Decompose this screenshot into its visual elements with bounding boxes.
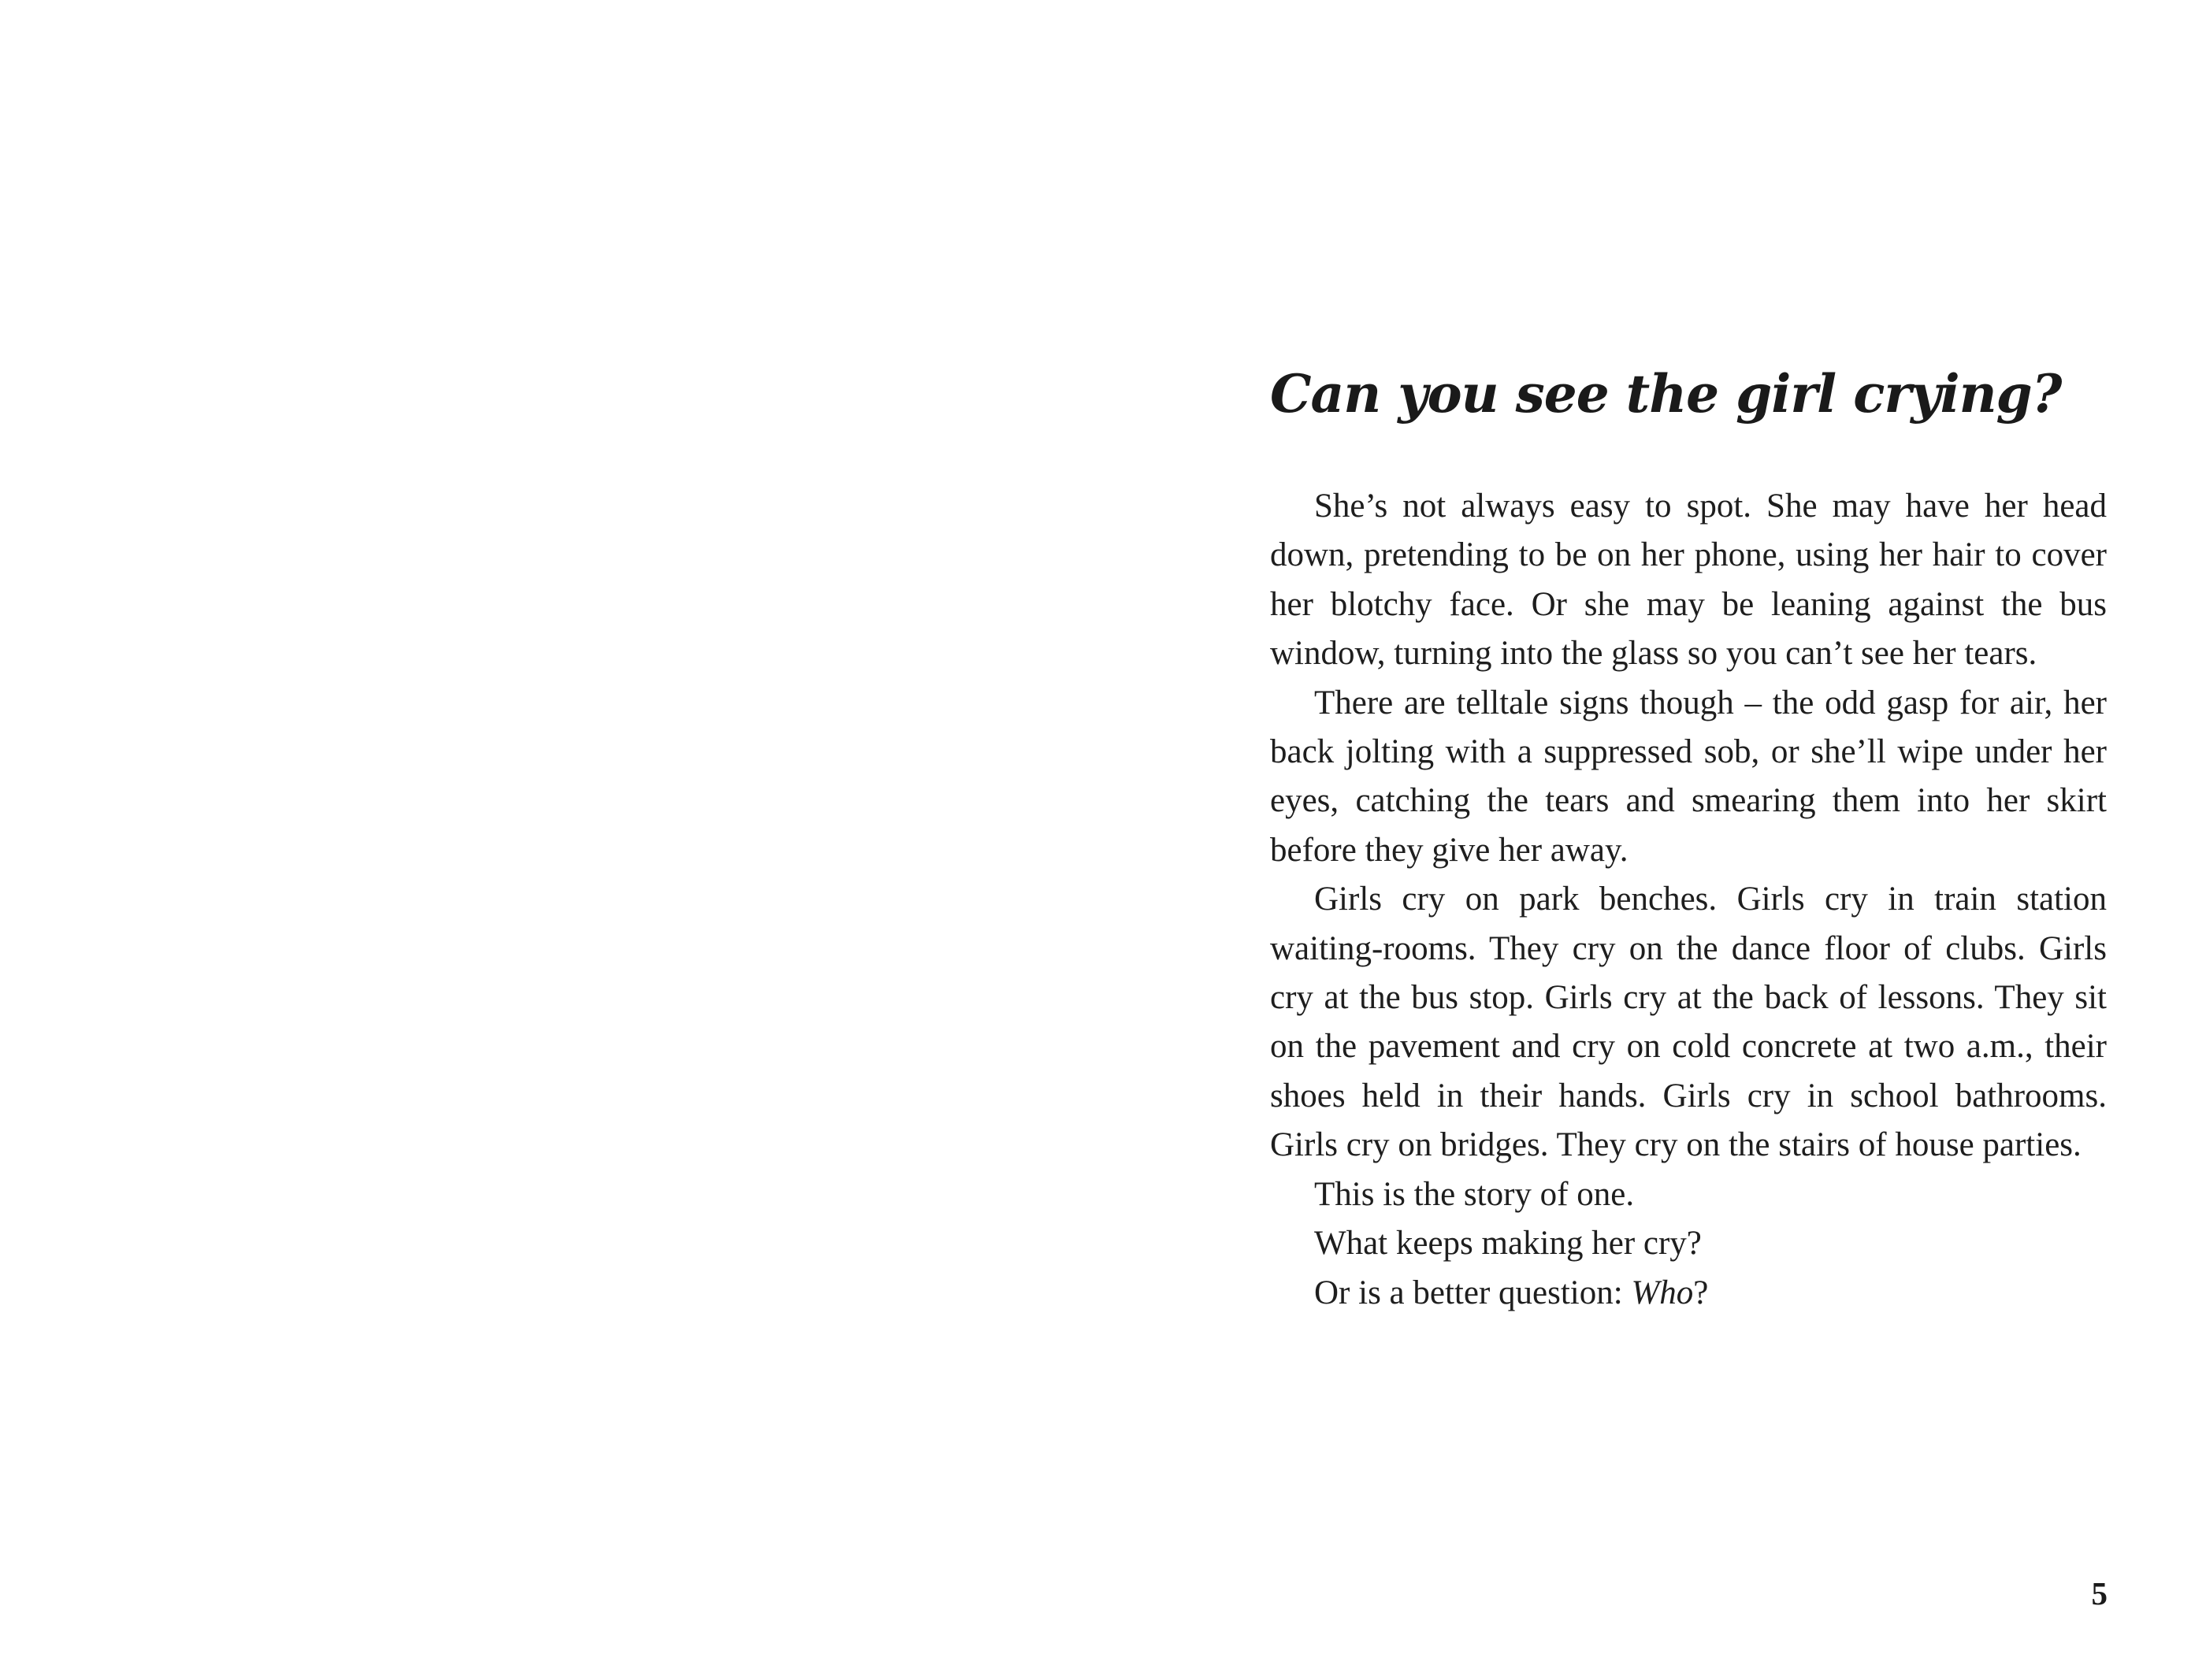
paragraph: This is the story of one. xyxy=(1314,1175,1635,1213)
paragraph: Girls cry on park benches. Girls cry in train station waiting-rooms. They cry on the dance floor of clubs. Girls cry at the bus stop. Girls cry at the back of lessons. They sit on the pavement and cry on cold concrete at two a.m., their shoes held in their hands. Girls cry in school bathrooms. Girls cry on bridges. They cry on the stairs of house parties. xyxy=(1270,881,2107,1164)
closing-paragraph xyxy=(1270,1269,2107,1318)
chapter-body xyxy=(1270,482,2107,1318)
closing-prefix: Or is a better question: xyxy=(1314,1274,1632,1311)
paragraph: She’s not always easy to spot. She may have her head down, pretending to be on her phone, using her hair to cover her blotchy face. Or she may be leaning against the bus window, turning into the glass so you can’t see her tears. xyxy=(1270,488,2107,673)
chapter-title: Can you see the girl crying? xyxy=(1270,363,2062,425)
paragraph: There are telltale signs though – the odd gasp for air, her back jolting with a suppressed sob, or she’ll wipe under her eyes, catching the tears and smearing them into her skirt before they give her away. xyxy=(1270,684,2107,869)
closing-suffix: ? xyxy=(1693,1274,1709,1311)
right-page xyxy=(1103,0,2206,1680)
paragraph: What keeps making her cry? xyxy=(1314,1225,1702,1263)
page-number: 5 xyxy=(2091,1575,2108,1611)
closing-emphasis: Who xyxy=(1631,1274,1694,1311)
